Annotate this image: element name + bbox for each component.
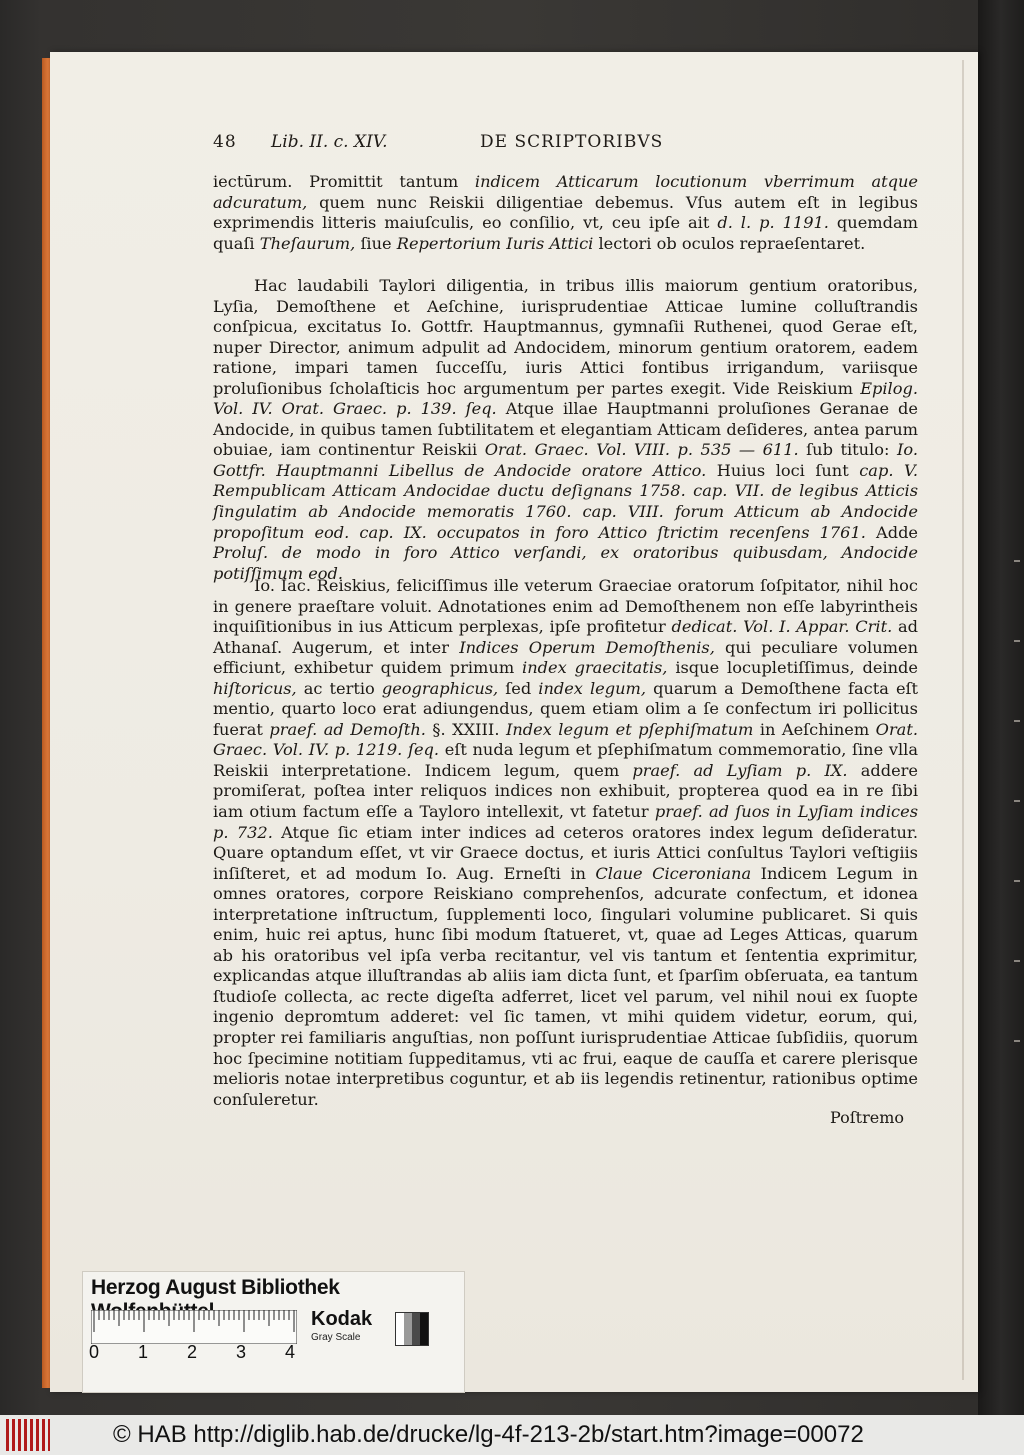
text-run: addere promiſerat, poſtea inter reliquos indices non exhibuit, propterea quod ea in re ſibi iam otium factum eſſe a Tayloro intellexit, vt fatetur <box>213 760 918 822</box>
gray-step <box>404 1313 412 1345</box>
paragraph-1 <box>213 172 918 254</box>
italic-run: cap. V. Rempublicam Atticam Andocidae ductu deſignans 1758. cap. VII. de legibus Atticis ſingulatim ab Andocide memoratis 1760. cap. VIII. forum Atticum ab Andocide propoſitum eod. cap. IX. occupatos in foro Attico ſtrictim recenſens 1761. <box>213 460 918 542</box>
ruler-number: 4 <box>285 1342 296 1362</box>
text-run: lectori ob oculos repraeſentaret. <box>593 233 866 253</box>
scanner-edge-strip <box>978 0 1024 1415</box>
italic-run: praef. ad Lyſiam p. IX. <box>632 760 848 780</box>
page-fold-line <box>962 60 964 1380</box>
italic-run: indicem Atticarum locutionum vberrimum atque adcuratum, <box>213 172 918 212</box>
scanner-tick <box>1014 1040 1020 1042</box>
text-run: ſub titulo: <box>798 440 897 460</box>
scanner-tick <box>1014 880 1020 882</box>
copyright-url[interactable]: © HAB http://diglib.hab.de/drucke/lg-4f-213-2b/start.htm?image=00072 <box>113 1421 864 1448</box>
text-run: Io. Iac. Reiskius, feliciſſimus ille veterum Graeciae oratorum ſoſpitator, nihil hoc in genere praeſtare voluit. Adnotationes enim ad Demoſthenem non eſſe labyrintheis inquiſitionibus in ius Atticum perplexas, ipſe profitetur <box>213 576 918 637</box>
color-calibration-card <box>82 1271 465 1393</box>
scanner-tick <box>1014 800 1020 802</box>
kodak-logo: Kodak <box>311 1308 373 1330</box>
italic-run: index graecitatis, <box>522 658 668 678</box>
ruler-numbers <box>89 1342 309 1366</box>
text-run: Indicem Legum in omnes oratores, corpore Reiskiano comprehenſos, adcurate confectum, et idonea interpretatione inſtructum, ſupplementi loco, ſingulari volumine publicaret. Si quis enim, huic rei aptus, hunc ſibi modum ſtatueret, vt, quae ad Leges Atticas, quarum ab his oratoribus vel ipſa verba recitantur, vel vis tantum et ſententia exprimitur, explicandas atque illuſtrandas ab aliis iam dicta ſunt, et ſparſim obſeruata, ea tantum ſtudioſe collecta, ac recte digeſta adferret, licet vel parum, vel nihil noui ex ſuopte ingenio depromtum adderet: vel ſic tamen, vt mihi quidem videtur, eorum, qui, propter rei familiaris anguſtias, non poſſunt iurisprudentiae Atticae ſubſidiis, quorum hoc ſpecimine notitiam ſuppeditamus, vti ac frui, eaque de cauſſa et carere plerisque melioris notae interpretibus coguntur, et ab iis legendis retinentur, rationibus optime conſuleretur. <box>213 863 918 1109</box>
catchword: Poſtremo <box>830 1108 905 1127</box>
italic-run: d. l. p. 1191. <box>717 213 829 233</box>
ruler-number: 0 <box>89 1342 100 1362</box>
page-number: 48 <box>213 132 237 152</box>
text-run: quem nunc Reiskii diligentiae debemus. Vſus autem eſt in legibus exprimendis litteris maiuſculis, eo conſilio, vt, ceu ipſe ait <box>213 192 918 233</box>
scanner-tick <box>1014 960 1020 962</box>
ruler-number: 2 <box>187 1342 198 1362</box>
gray-scale-patch <box>395 1312 429 1346</box>
ruler-scale <box>91 1310 297 1344</box>
text-run: eſt nuda legum et pſephiſmatum commemoratio, ſine vlla Reiskii interpretatione. Indicem legum, quem <box>213 740 919 780</box>
scanner-tick <box>1014 560 1020 562</box>
italic-run: praef. ad ſuos in Lyſiam indices p. 732. <box>213 802 918 842</box>
scanner-tick <box>1014 640 1020 642</box>
text-run: ac tertio <box>296 678 382 698</box>
text-run: Hac laudabili Taylori diligentia, in tribus illis maiorum gentium oratoribus, Lyſia, Demoſthene et Aeſchine, iurisprudentiae Atticae lumine colluſtrandis conſpicua, excitatus Io. Gottfr. Hauptmannus, gymnaſii Ruthenei, quod Gerae eſt, nuper Director, animum adpulit ad Andocidem, minorum gentium oratorem, eadem ratione, impari tamen ſucceſſu, iuris Attici fontibus irrigandum, variisque proluſionibus ſcholaſticis hoc argumentum per partes exegit. Vide Reiskium <box>213 276 918 398</box>
text-run: iectūrum. Promittit tantum <box>213 172 475 191</box>
running-head <box>213 130 918 158</box>
italic-run: hiſtoricus, <box>213 678 297 698</box>
italic-run: Epilog. Vol. IV. Orat. Graec. p. 139. ſeq. <box>213 378 918 419</box>
italic-run: Theſaurum, <box>259 233 356 253</box>
gray-step <box>396 1313 404 1345</box>
italic-run: Index legum et pſephiſmatum <box>505 719 754 739</box>
footer-bar <box>0 1415 1024 1455</box>
ruler-number: 1 <box>138 1342 149 1362</box>
italic-run: praef. ad Demoſth. <box>269 719 426 739</box>
book-location: Lib. II. c. XIV. <box>271 132 388 152</box>
italic-run: Repertorium Iuris Attici <box>396 233 594 253</box>
italic-run: dedicat. Vol. I. Appar. Crit. <box>671 617 893 637</box>
library-name: Herzog August Bibliothek <box>91 1276 340 1299</box>
gray-step <box>412 1313 420 1345</box>
text-run: quarum a Demoſthene facta eſt mentio, quarto loco erat adiungendus, quem etiam olim a ſe confectum iri pollicitus fuerat <box>213 678 919 739</box>
text-run: Atque illae Hauptmanni proluſiones Geranae de Andocide, in quibus tamen ſubtilitatem et elegantiam Atticam deſideres, antea parum obuiae, iam continentur Reiskii <box>213 399 918 460</box>
text-run: Adde <box>865 522 919 542</box>
scanner-tick <box>1014 720 1020 722</box>
text-run: qui peculiare volumen efficiunt, exhibetur quidem primum <box>213 637 918 678</box>
text-run: Atque ſic etiam inter indices ad ceteros oratores index legum deſideratur. Quare optandum eſſet, vt vir Graece doctus, et iuris Attici conſultus Taylori veſtigiis inſiſteret, et ad modum Io. Aug. Erneſti in <box>213 822 919 883</box>
kodak-subtitle: Gray Scale <box>311 1332 361 1343</box>
gray-step <box>420 1313 428 1345</box>
italic-run: Orat. Graec. Vol. IV. p. 1219. ſeq. <box>213 719 918 760</box>
text-run: in Aeſchinem <box>753 719 876 739</box>
text-run: Huius loci ſunt <box>706 460 860 480</box>
paragraph-3 <box>213 576 918 1110</box>
hab-logo-icon <box>6 1419 50 1451</box>
ruler-number: 3 <box>236 1342 247 1362</box>
paragraph-2 <box>213 276 918 584</box>
text-run: ſiue <box>355 233 397 253</box>
text-run: isque locupletiſſimus, deinde <box>667 658 918 678</box>
italic-run: index legum, <box>538 678 647 698</box>
text-run: quemdam quaſi <box>213 213 918 253</box>
text-run: §. XXIII. <box>425 719 506 739</box>
text-run: ſed <box>498 678 539 698</box>
italic-run: geographicus, <box>381 678 499 698</box>
text-run: ad Athanaſ. Augerum, et inter <box>213 617 918 657</box>
italic-run: Claue Ciceroniana <box>595 863 752 883</box>
italic-run: Io. Gottfr. Hauptmanni Libellus de Andocide oratore Attico. <box>213 440 918 480</box>
italic-run: Indices Operum Demoſthenis, <box>459 637 715 657</box>
italic-run: Orat. Graec. Vol. VIII. p. 535 — 611. <box>484 440 799 460</box>
italic-run: Proluſ. de modo in foro Attico verſandi, ex oratoribus quibusdam, Andocide potiſſimum eod. <box>213 543 918 583</box>
running-title: DE SCRIPTORIBVS <box>480 132 664 152</box>
